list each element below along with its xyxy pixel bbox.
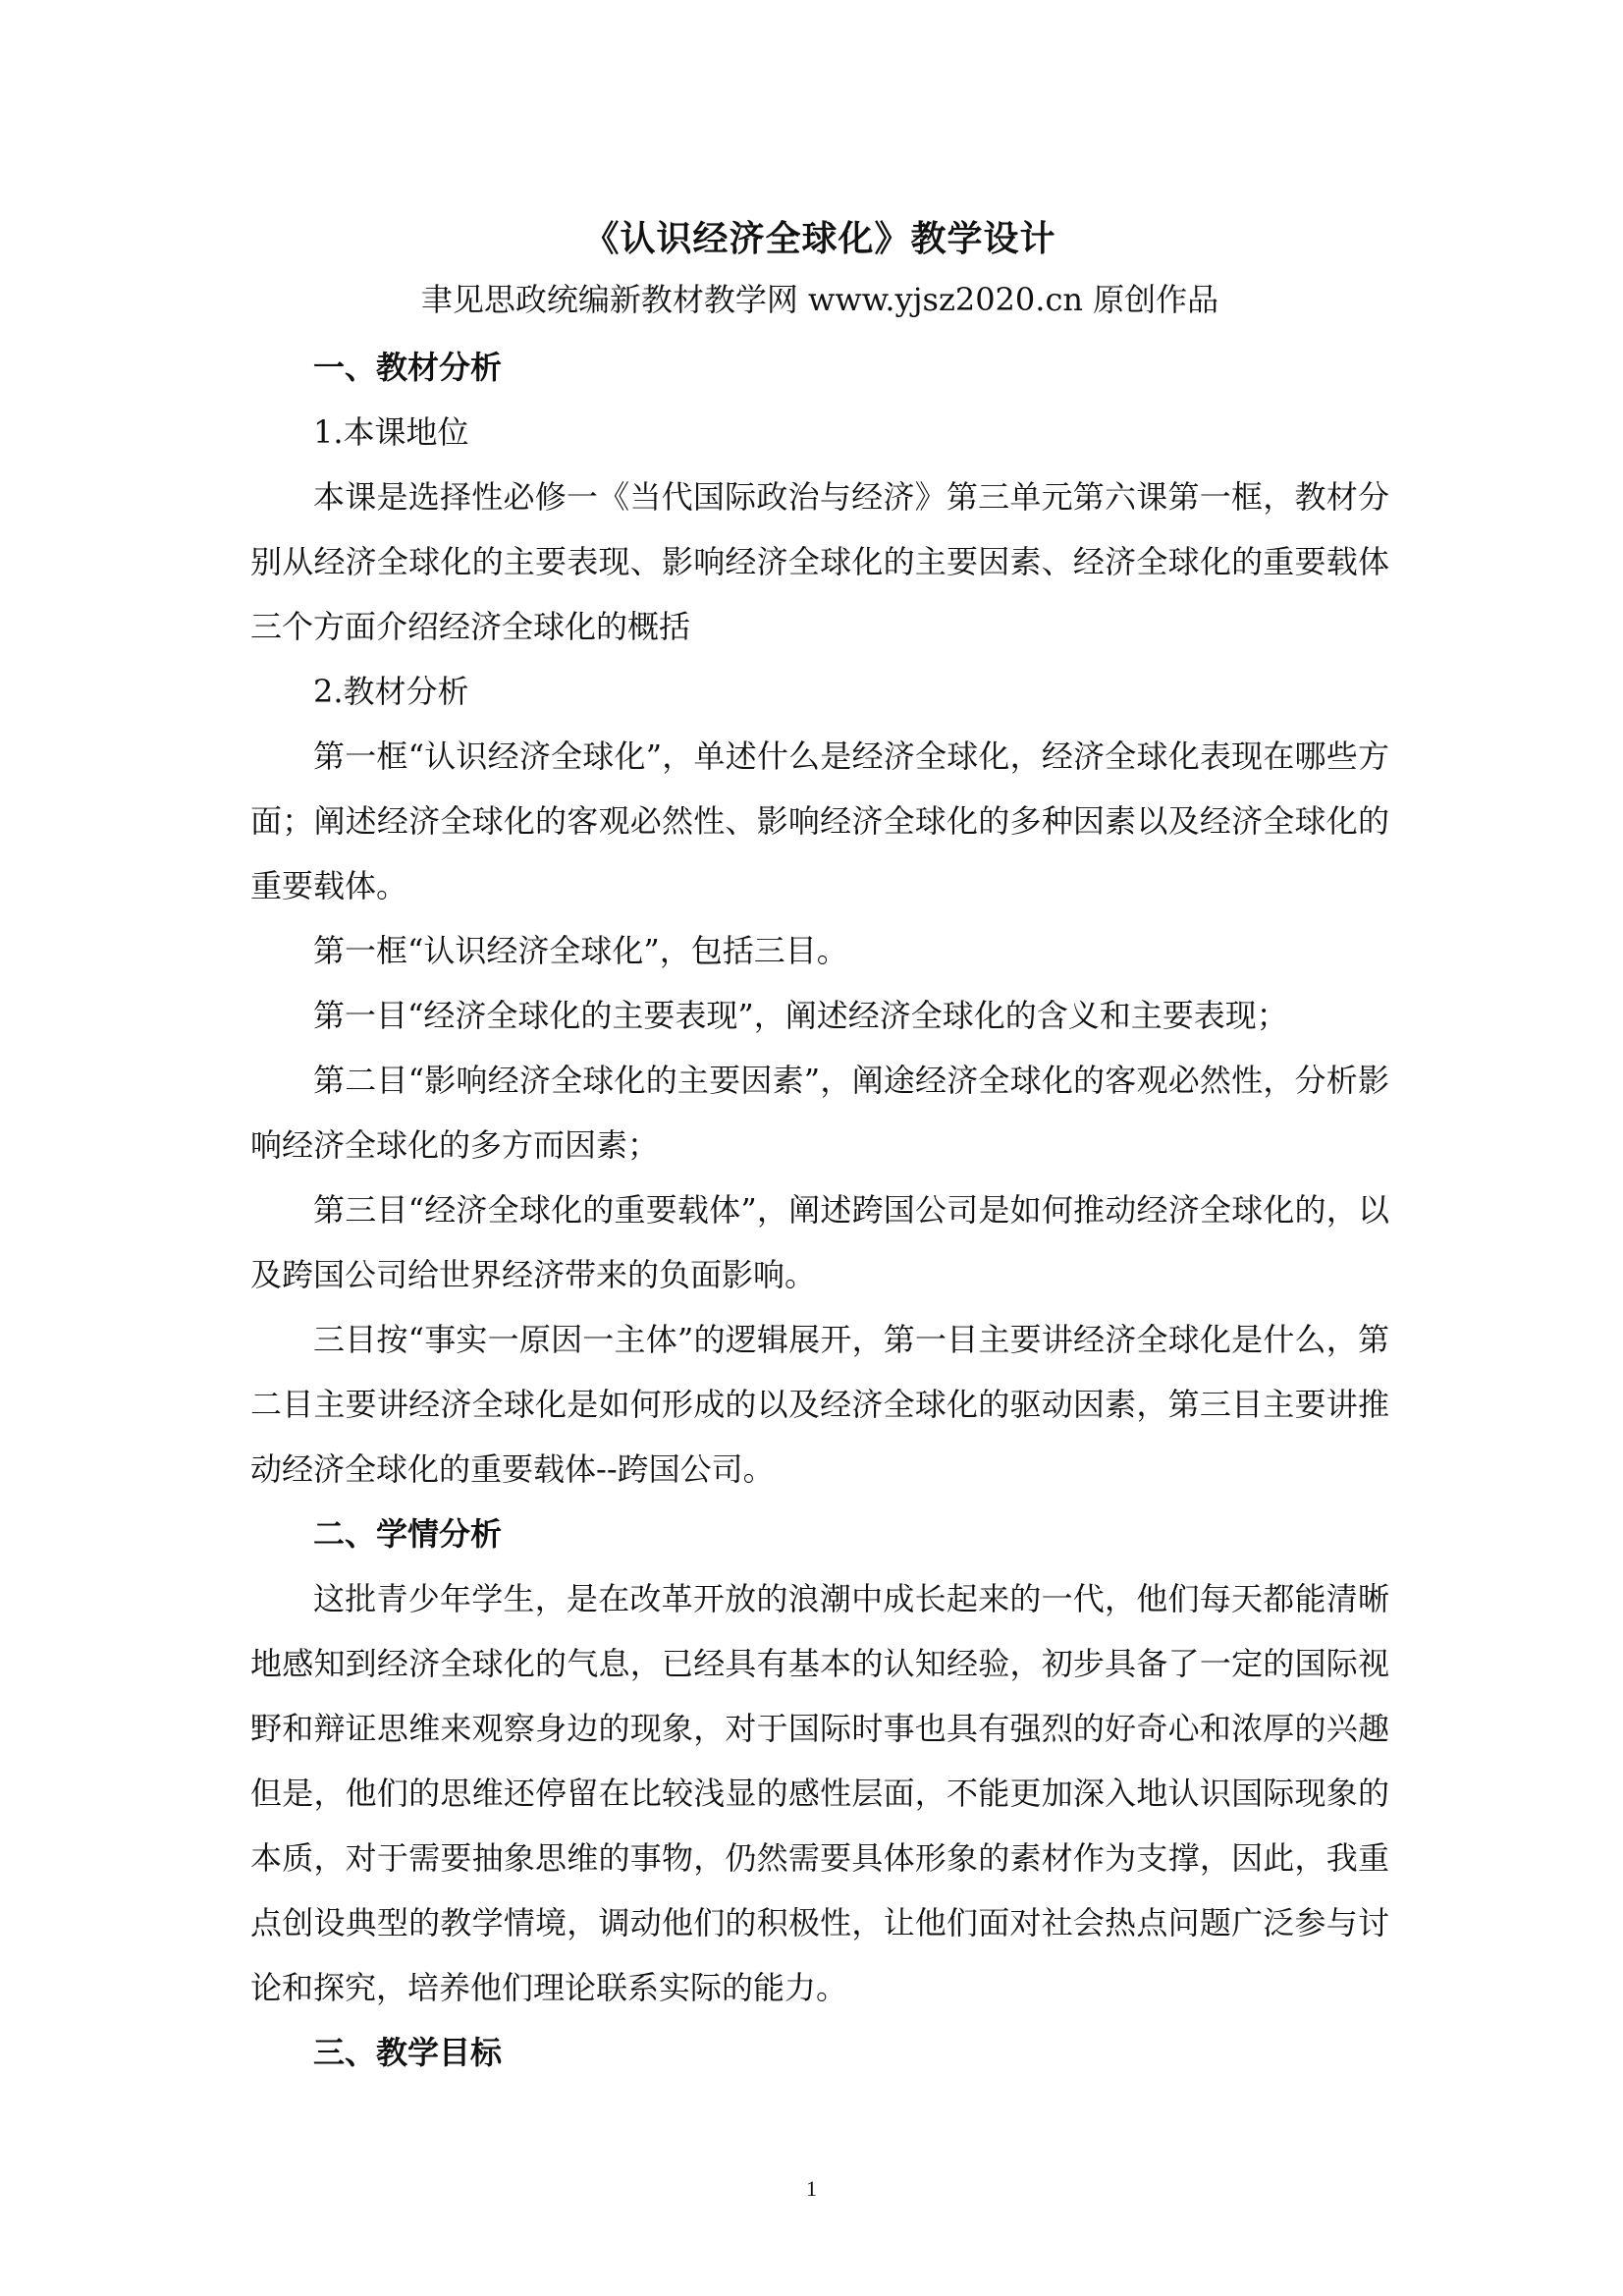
paragraph-item-one: 第一目“经济全球化的主要表现”，阐述经济全球化的含义和主要表现； <box>313 997 1288 1034</box>
page-number: 1 <box>806 2176 817 2201</box>
paragraph-logic: 三目按“事实一原因一主体”的逻辑展开，第一目主要讲经济全球化是什么，第二目主要讲经济全球化是如何形成的以及经济全球化的驱动因素，第三目主要讲推动经济全球化的重要载体--跨国公司。 <box>250 1321 1389 1488</box>
document-title: 《认识经济全球化》教学设计 <box>583 218 1056 259</box>
section-heading-student-analysis: 二、学情分析 <box>313 1515 503 1553</box>
section-heading-teaching-goals: 三、教学目标 <box>313 2034 503 2071</box>
section-heading-textbook-analysis: 一、教材分析 <box>313 349 503 386</box>
document-body <box>250 211 1389 2085</box>
paragraph-frame-overview: 第一框“认识经济全球化”，单述什么是经济全球化，经济全球化表现在哪些方面；阐述经济全球化的客观必然性、影响经济全球化的多种因素以及经济全球化的重要载体。 <box>250 738 1389 904</box>
paragraph-student-analysis: 这批青少年学生，是在改革开放的浪潮中成长起来的一代，他们每天都能清晰地感知到经济全球化的气息，已经具有基本的认知经验，初步具备了一定的国际视野和辩证思维来观察身边的现象，对于国际时事也具有强烈的好奇心和浓厚的兴趣但是，他们的思维还停留在比较浅显的感性层面，不能更加深入地认识国际现象的本质，对于需要抽象思维的事物，仍然需要具体形象的素材作为支撑，因此，我重点创设典型的教学情境，调动他们的积极性，让他们面对社会热点问题广泛参与讨论和探究，培养他们理论联系实际的能力。 <box>250 1580 1389 2006</box>
paragraph-item-three: 第三目“经济全球化的重要载体”，阐述跨国公司是如何推动经济全球化的，以及跨国公司给世界经济带来的负面影响。 <box>250 1191 1389 1293</box>
subheading-lesson-position: 1.本课地位 <box>313 413 469 451</box>
subheading-textbook-analysis: 2.教材分析 <box>313 673 469 710</box>
paragraph-lesson-position: 本课是选择性必修一《当代国际政治与经济》第三单元第六课第一框，教材分别从经济全球化的主要表现、影响经济全球化的主要因素、经济全球化的重要载体三个方面介绍经济全球化的概括 <box>250 478 1389 645</box>
document-subtitle: 聿见思政统编新教材教学网 www.yjsz2020.cn 原创作品 <box>420 281 1219 318</box>
paragraph-frame-items: 第一框“认识经济全球化”，包括三目。 <box>313 932 848 969</box>
paragraph-item-two: 第二目“影响经济全球化的主要因素”，阐途经济全球化的客观必然性，分析影响经济全球化的多方而因素； <box>250 1062 1389 1164</box>
